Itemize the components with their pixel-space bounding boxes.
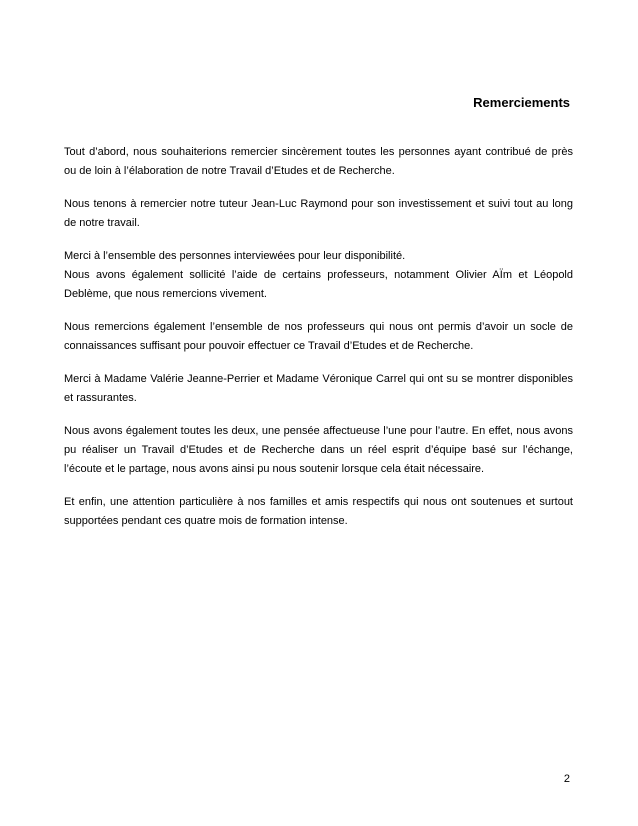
paragraph-professors: Nous remercions également l’ensemble de nos professeurs qui nous ont permis d’avoir un socle de connaissances suffisant pour pouvoir effectuer ce Travail d’Etudes et de Recherche. <box>64 321 573 352</box>
paragraph-intro: Tout d’abord, nous souhaiterions remercier sincèrement toutes les personnes ayant contribué de près ou de loin à l’élaboration de notre Travail d’Etudes et de Recherche. <box>64 146 573 177</box>
paragraph-families: Et enfin, une attention particulière à nos familles et amis respectifs qui nous ont soutenues et surtout supportées pendant ces quatre mois de formation intense. <box>64 496 573 527</box>
page-number: 2 <box>563 773 570 785</box>
page-heading: Remerciements <box>473 95 570 110</box>
paragraph-tutor: Nous tenons à remercier notre tuteur Jean-Luc Raymond pour son investissement et suivi tout au long de notre travail. <box>64 198 573 229</box>
paragraph-professors-help-line: Nous avons également sollicité l’aide de certains professeurs, notamment Olivier AÏm et Léopold Deblème, que nous remercions vivement. <box>64 269 573 300</box>
acknowledgements-body <box>64 143 573 545</box>
paragraph-mutual: Nous avons également toutes les deux, une pensée affectueuse l’une pour l’autre. En effet, nous avons pu réaliser un Travail d’Etudes et de Recherche dans un réel esprit d’équipe basé sur l’échange, l’écoute et le partage, nous avons ainsi pu nous soutenir lorsque cela était nécessaire. <box>64 425 573 475</box>
paragraph-interviewees-line: Merci à l’ensemble des personnes interviewées pour leur disponibilité. <box>64 250 406 262</box>
paragraph-interviewees <box>64 247 573 304</box>
paragraph-madames: Merci à Madame Valérie Jeanne-Perrier et Madame Véronique Carrel qui ont su se montrer disponibles et rassurantes. <box>64 373 573 404</box>
